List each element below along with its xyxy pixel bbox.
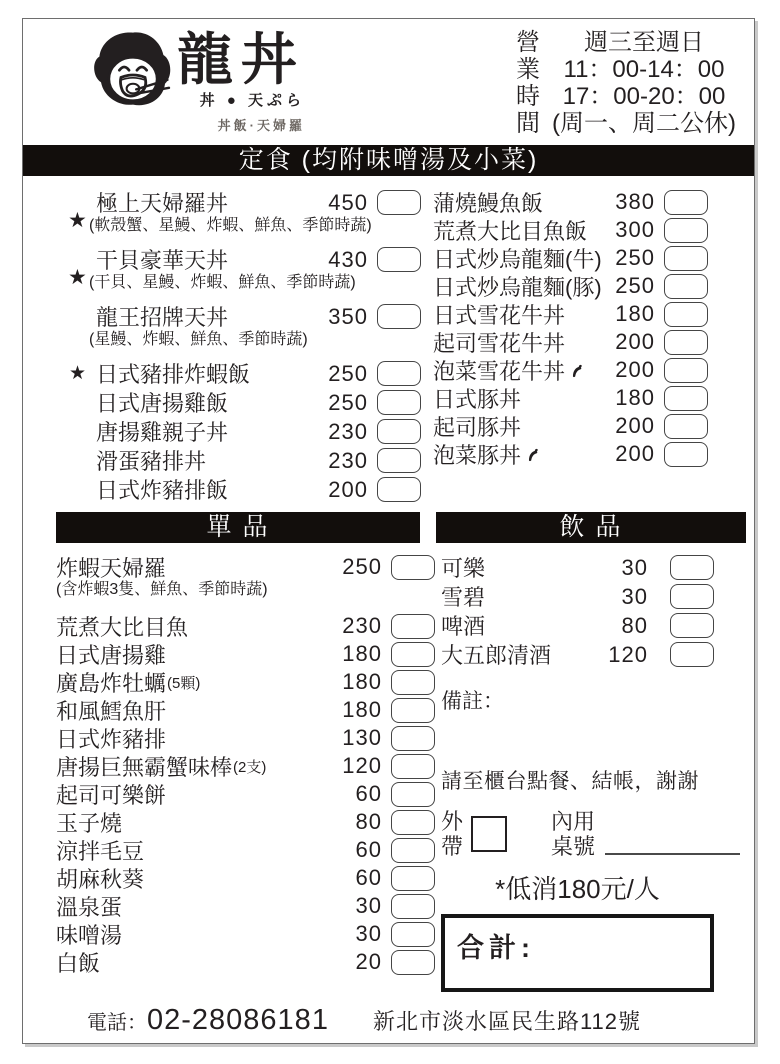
order-quantity-box[interactable] <box>664 246 708 271</box>
order-quantity-box[interactable] <box>391 754 435 779</box>
dinein-label: 內用 <box>551 809 596 834</box>
item-name: 白飯 <box>56 950 101 976</box>
menu-item-row <box>433 356 708 384</box>
item-price: 200 <box>615 329 655 354</box>
item-name: 大五郎清酒 <box>441 643 552 668</box>
item-price: 200 <box>328 476 368 502</box>
menu-item-row <box>56 808 435 836</box>
item-desc: ★ (軟殼蟹、星鰻、炸蝦、鮮魚、季節時蔬) <box>68 209 372 234</box>
order-quantity-box[interactable] <box>391 866 435 891</box>
item-price: 250 <box>615 273 655 298</box>
order-quantity-box[interactable] <box>377 448 421 473</box>
minimum-charge-note: *低消180元/人 <box>495 874 660 904</box>
item-price: 230 <box>328 418 368 444</box>
mascot-face-icon <box>93 29 173 118</box>
menu-item-row <box>56 836 435 864</box>
item-price: 30 <box>355 921 382 946</box>
item-name: 啤酒 <box>441 614 486 639</box>
item-name: 起司可樂餅 <box>56 782 167 808</box>
item-price: 450 <box>328 189 368 215</box>
order-quantity-box[interactable] <box>664 274 708 299</box>
order-quantity-box[interactable] <box>377 190 421 215</box>
menu-item-row <box>56 724 435 752</box>
total-label: 合計: <box>457 933 535 963</box>
business-hours <box>516 19 736 137</box>
item-price: 30 <box>621 554 648 580</box>
phone-number: 02-28086181 <box>147 1004 329 1036</box>
menu-item-row <box>56 696 435 724</box>
menu-item-row <box>433 412 708 440</box>
item-name: 涼拌毛豆 <box>56 838 145 864</box>
item-price: 200 <box>615 441 655 466</box>
item-price: 380 <box>615 189 655 214</box>
menu-item-row <box>433 328 708 356</box>
restaurant-logo <box>93 29 305 134</box>
address: 新北市淡水區民生路112號 <box>372 1009 642 1034</box>
item-name: 日式雪花牛丼 <box>433 302 566 328</box>
menu-item-row <box>69 188 421 236</box>
teishoku-left-column <box>69 188 421 504</box>
order-quantity-box[interactable] <box>391 810 435 835</box>
item-name: 和風鱈魚肝 <box>56 698 167 724</box>
table-number-field[interactable] <box>605 853 740 855</box>
item-name: 日式唐揚雞 <box>56 642 167 668</box>
item-desc: (含炸蝦3隻、鮮魚、季節時蔬) <box>56 581 268 598</box>
item-name: 泡菜雪花牛丼 <box>433 358 566 384</box>
item-name: 日式炒烏龍麵(牛) <box>433 246 602 272</box>
order-quantity-box[interactable] <box>670 555 714 580</box>
drinks-list <box>441 553 714 669</box>
item-price: 200 <box>615 357 655 382</box>
item-price: 180 <box>342 669 382 694</box>
menu-item-row <box>56 640 435 668</box>
item-price: 180 <box>342 641 382 666</box>
order-quantity-box[interactable] <box>377 477 421 502</box>
menu-item-row <box>433 216 708 244</box>
hours-days: 週三至週日 <box>584 29 704 56</box>
item-price: 230 <box>328 447 368 473</box>
item-price: 120 <box>342 753 382 778</box>
menu-item-row <box>441 611 714 640</box>
menu-item-row <box>69 417 421 446</box>
menu-item-row <box>56 948 435 976</box>
menu-item-row <box>56 553 435 600</box>
section-header-teishoku: 定食 (均附味噌湯及小菜) <box>23 145 754 176</box>
brand-subtitle-japanese: 丼 ● 天ぷら <box>199 92 305 109</box>
item-name: 蒲燒鰻魚飯 <box>433 190 544 216</box>
menu-item-row <box>441 582 714 611</box>
order-quantity-box[interactable] <box>670 584 714 609</box>
item-note: (5顆) <box>167 674 201 692</box>
footer <box>23 992 754 1037</box>
item-name: 泡菜豚丼 <box>433 442 522 468</box>
menu-item-row <box>69 475 421 504</box>
brand-name: 龍丼 <box>177 28 305 91</box>
item-name: 日式豬排炸蝦飯 <box>96 362 251 387</box>
order-quantity-box[interactable] <box>391 614 435 639</box>
item-name: 起司豚丼 <box>433 414 522 440</box>
brand-subtitle-chinese: 丼飯·天婦羅 <box>217 118 305 133</box>
item-price: 250 <box>328 360 368 386</box>
total-box[interactable] <box>441 914 714 992</box>
item-name: 日式豚丼 <box>433 386 522 412</box>
order-quantity-box[interactable] <box>391 642 435 667</box>
order-quantity-box[interactable] <box>664 414 708 439</box>
menu-item-row <box>56 920 435 948</box>
item-desc: (星鰻、炸蝦、鮮魚、季節時蔬) <box>89 331 308 348</box>
chili-icon <box>527 447 540 462</box>
item-desc: ★ (干貝、星鰻、炸蝦、鮮魚、季節時蔬) <box>68 266 356 291</box>
order-quantity-box[interactable] <box>664 218 708 243</box>
menu-item-row <box>433 272 708 300</box>
item-name: 荒煮大比目魚 <box>56 614 189 640</box>
chili-icon <box>571 363 584 378</box>
item-price: 30 <box>355 893 382 918</box>
item-price: 200 <box>615 413 655 438</box>
item-name: 味噌湯 <box>56 922 123 948</box>
item-price: 80 <box>621 612 648 638</box>
header <box>23 19 754 145</box>
item-name: 日式唐揚雞飯 <box>96 391 229 416</box>
item-name: 極上天婦羅丼 <box>96 191 229 216</box>
menu-item-row <box>441 640 714 669</box>
notes-label[interactable]: 備註： <box>441 690 504 713</box>
hours-closed: (周一、周二公休) <box>552 110 736 137</box>
item-price: 130 <box>342 725 382 750</box>
item-price: 180 <box>342 697 382 722</box>
item-name: 溫泉蛋 <box>56 894 123 920</box>
menu-item-row <box>441 553 714 582</box>
menu-item-row <box>69 302 421 350</box>
menu-item-row <box>56 780 435 808</box>
item-price: 80 <box>355 809 382 834</box>
section-header-drinks: 飲 品 <box>436 512 746 543</box>
item-price: 60 <box>355 865 382 890</box>
item-name: 干貝豪華天丼 <box>96 248 229 273</box>
item-name: 可樂 <box>441 556 486 581</box>
order-quantity-box[interactable] <box>377 304 421 329</box>
menu-item-row <box>69 359 421 388</box>
order-quantity-box[interactable] <box>391 726 435 751</box>
item-name: 雪碧 <box>441 585 486 610</box>
item-name: 滑蛋豬排丼 <box>96 449 207 474</box>
order-quantity-box[interactable] <box>377 390 421 415</box>
item-price: 180 <box>615 301 655 326</box>
order-quantity-box[interactable] <box>670 613 714 638</box>
order-quantity-box[interactable] <box>664 386 708 411</box>
hours-dinner: 17：00-20：00 <box>562 83 726 110</box>
item-name: 廣島炸牡蠣 <box>56 670 167 696</box>
item-name: 日式炸豬排飯 <box>96 478 229 503</box>
item-price: 250 <box>328 389 368 415</box>
star-icon: ★ <box>69 363 87 384</box>
takeout-dinein-row <box>441 809 714 859</box>
item-price: 350 <box>328 303 368 329</box>
drinks-and-order-column <box>435 553 754 992</box>
item-name: 龍王招牌天丼 <box>96 305 229 330</box>
order-quantity-box[interactable] <box>377 247 421 272</box>
order-quantity-box[interactable] <box>391 950 435 975</box>
item-name: 胡麻秋葵 <box>56 866 145 892</box>
order-quantity-box[interactable] <box>377 419 421 444</box>
menu-item-row <box>433 244 708 272</box>
item-price: 60 <box>355 781 382 806</box>
menu-item-row <box>433 188 708 216</box>
menu-item-row <box>56 864 435 892</box>
order-quantity-box[interactable] <box>391 698 435 723</box>
item-price: 60 <box>355 837 382 862</box>
menu-item-row <box>433 384 708 412</box>
order-quantity-box[interactable] <box>664 330 708 355</box>
item-name: 日式炸豬排 <box>56 726 167 752</box>
item-price: 250 <box>615 245 655 270</box>
teishoku-right-column <box>421 188 742 504</box>
order-quantity-box[interactable] <box>391 838 435 863</box>
order-quantity-box[interactable] <box>391 922 435 947</box>
dinein-table-label <box>551 809 595 859</box>
item-price: 230 <box>342 613 382 638</box>
item-name: 唐揚雞親子丼 <box>96 420 229 445</box>
item-price: 180 <box>615 385 655 410</box>
item-name: 起司雪花牛丼 <box>433 330 566 356</box>
item-price: 30 <box>621 583 648 609</box>
menu-item-row <box>56 892 435 920</box>
item-price: 20 <box>355 949 382 974</box>
order-quantity-box[interactable] <box>664 302 708 327</box>
table-number-label: 桌號 <box>551 834 596 859</box>
menu-item-row <box>69 245 421 293</box>
order-quantity-box[interactable] <box>664 358 708 383</box>
item-price: 120 <box>608 641 648 667</box>
menu-item-row <box>69 446 421 475</box>
order-quantity-box[interactable] <box>391 782 435 807</box>
menu-page <box>22 18 755 1044</box>
menu-item-row <box>56 668 435 696</box>
order-quantity-box[interactable] <box>391 894 435 919</box>
item-name: 日式炒烏龍麵(豚) <box>433 274 602 300</box>
menu-item-row <box>433 440 708 468</box>
star-icon: ★ <box>68 266 87 289</box>
item-price: 430 <box>328 246 368 272</box>
menu-item-row <box>56 612 435 640</box>
menu-item-row <box>69 388 421 417</box>
order-quantity-box[interactable] <box>391 555 435 580</box>
menu-item-row <box>56 752 435 780</box>
item-name: 荒煮大比目魚飯 <box>433 218 588 244</box>
order-quantity-box[interactable] <box>664 442 708 467</box>
takeout-label: 外 帶 <box>441 809 464 859</box>
business-hours-label: 營 業 時 間 <box>516 29 541 137</box>
order-quantity-box[interactable] <box>664 190 708 215</box>
hours-lunch: 11：00-14：00 <box>563 56 725 83</box>
item-price: 250 <box>342 554 382 579</box>
takeout-checkbox[interactable] <box>471 816 507 852</box>
teishoku-section <box>23 176 754 508</box>
star-icon: ★ <box>68 209 87 232</box>
order-quantity-box[interactable] <box>670 642 714 667</box>
phone-label: 電話： <box>87 1012 147 1034</box>
item-name: 唐揚巨無霸蟹味棒 <box>56 754 233 780</box>
section-header-single-items: 單 品 <box>56 512 420 543</box>
counter-order-note: 請至櫃台點餐、結帳，謝謝 <box>441 770 699 793</box>
single-items-column <box>23 553 435 992</box>
item-name: 炸蝦天婦羅 <box>56 555 167 581</box>
order-quantity-box[interactable] <box>391 670 435 695</box>
item-price: 300 <box>615 217 655 242</box>
order-quantity-box[interactable] <box>377 361 421 386</box>
item-note: (2支) <box>233 758 267 776</box>
menu-item-row <box>433 300 708 328</box>
item-name: 玉子燒 <box>56 810 123 836</box>
